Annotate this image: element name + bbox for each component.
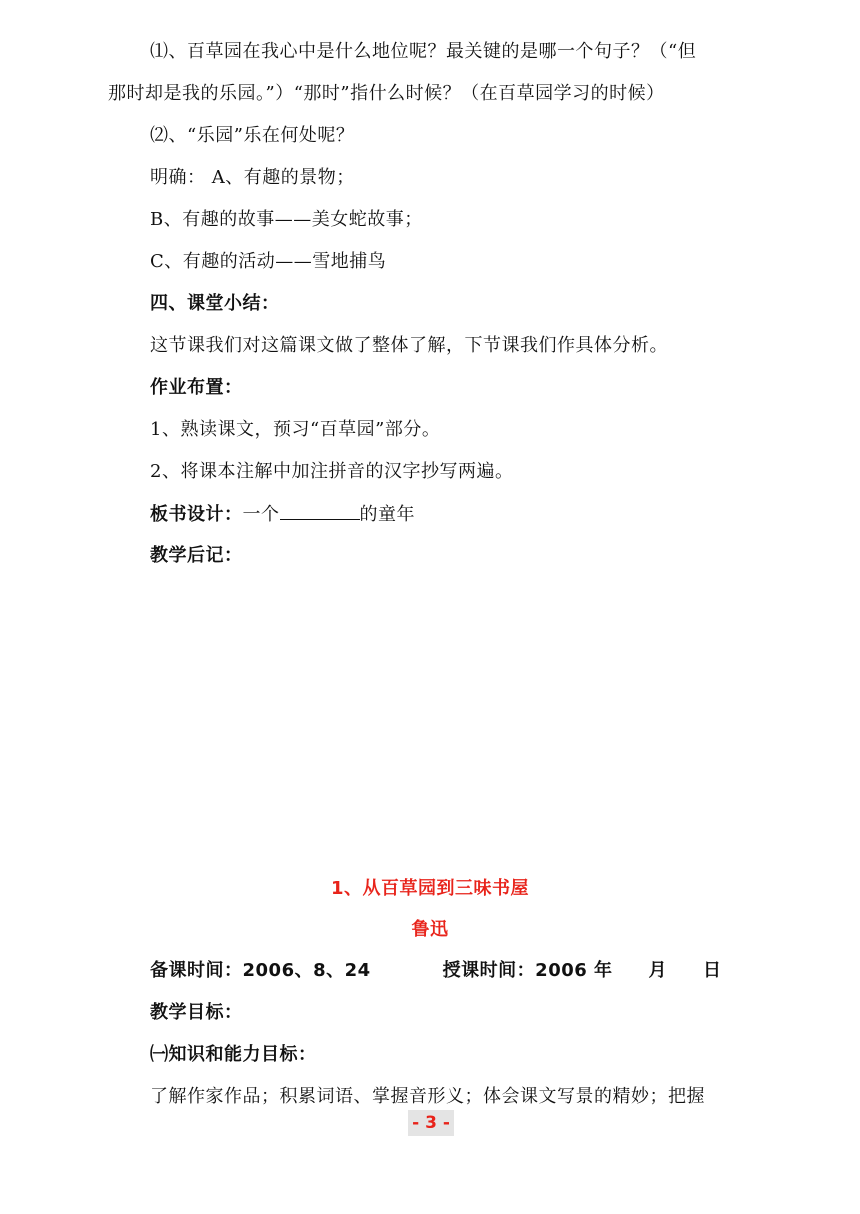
board-design-prefix: 一个 [242, 504, 280, 525]
lesson-author: 鲁迅 [411, 919, 449, 940]
homework-heading: 作业布置： [150, 377, 243, 398]
fill-blank [280, 501, 360, 520]
time-row [150, 958, 752, 984]
prep-time: 备课时间：2006、8、24 [150, 960, 371, 981]
question-1-line-2: 那时却是我的乐园。”）“那时”指什么时候？（在百草园学习的时候） [108, 83, 665, 104]
item-c: C、有趣的活动——雪地捕鸟 [150, 251, 387, 272]
board-design-label: 板书设计： [150, 504, 243, 525]
postscript-heading: 教学后记： [150, 545, 243, 566]
teach-time: 授课时间：2006 年 [442, 960, 613, 981]
homework-item-1: 1、熟读课文，预习“百草园”部分。 [150, 419, 441, 440]
homework-item-2: 2、将课本注解中加注拼音的汉字抄写两遍。 [150, 461, 514, 482]
question-2: ⑵、“乐园”乐在何处呢？ [150, 125, 355, 146]
clarify-a: 明确： A、有趣的景物； [150, 167, 355, 188]
lesson-title: 1、从百草园到三味书屋 [330, 878, 530, 899]
objectives-heading: 教学目标： [150, 1002, 243, 1023]
question-1-line-1: ⑴、百草园在我心中是什么地位呢？最关键的是哪一个句子？（“但 [150, 41, 697, 62]
item-b: B、有趣的故事——美女蛇故事； [150, 209, 423, 230]
page-number: - 3 - [408, 1110, 454, 1136]
knowledge-ability-heading: ㈠知识和能力目标： [150, 1044, 317, 1065]
board-design [150, 501, 752, 528]
summary-text: 这节课我们对这篇课文做了整体了解，下节课我们作具体分析。 [150, 335, 668, 356]
objective-text: 了解作家作品；积累词语、掌握音形义；体会课文写景的精妙；把握 [150, 1086, 705, 1107]
board-design-suffix: 的童年 [359, 504, 415, 525]
summary-heading: 四、课堂小结： [150, 293, 280, 314]
teach-day: 日 [703, 960, 722, 981]
teach-month: 月 [648, 960, 668, 981]
